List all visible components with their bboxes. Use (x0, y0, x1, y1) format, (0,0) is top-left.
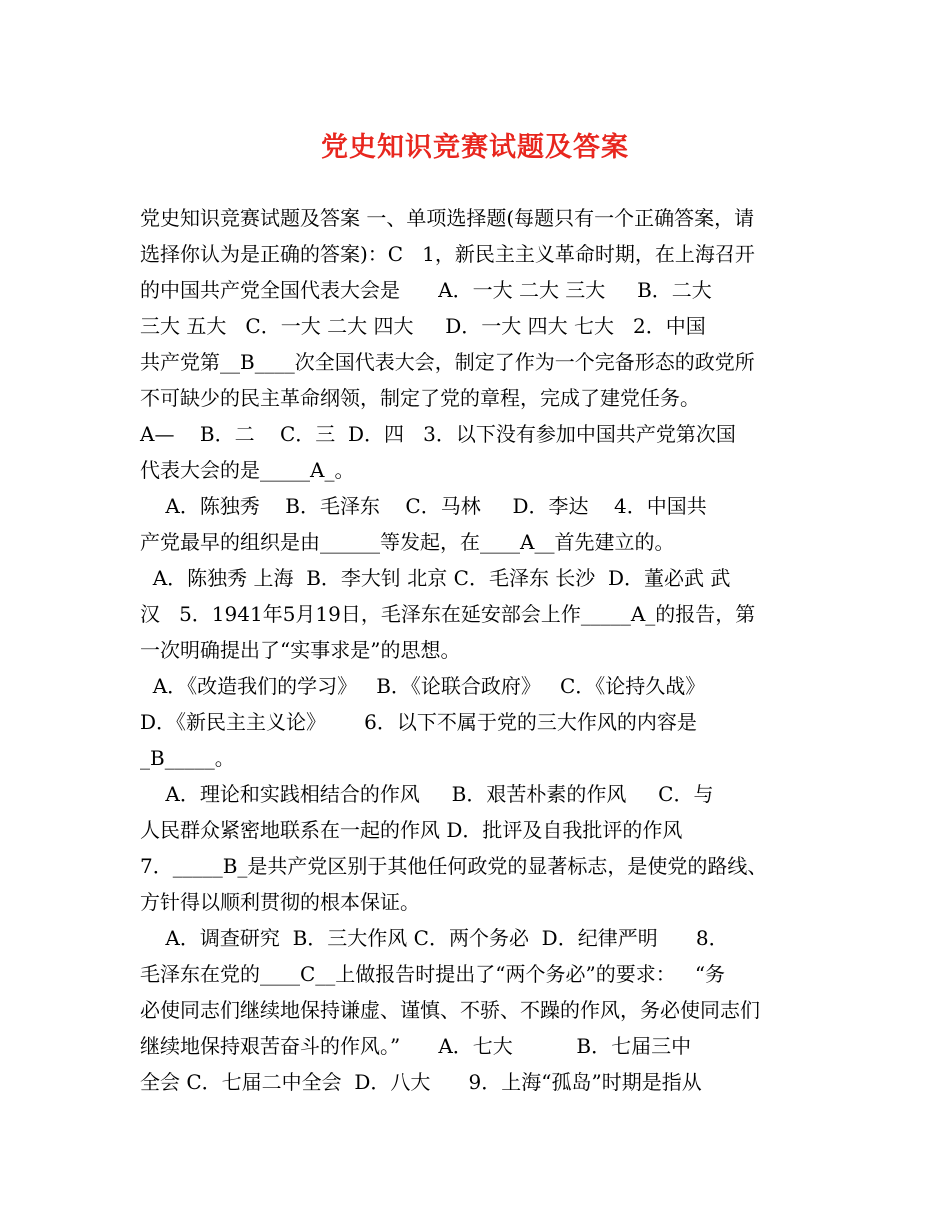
text-line: 一次明确提出了“实事求是”的思想。 (140, 638, 461, 662)
text-line: 的中国共产党全国代表大会是 A．一大 二大 三大 B．二大 (140, 278, 712, 302)
text-line: 必使同志们继续地保持谦虚、谨慎、不骄、不躁的作风，务必使同志们 (140, 998, 760, 1022)
document-title: 党史知识竞赛试题及答案 (321, 132, 629, 163)
text-line: 方针得以顺利贯彻的根本保证。 (140, 890, 420, 914)
text-line: 不可缺少的民主革命纲领，制定了党的章程，完成了建党任务。 (140, 386, 700, 410)
text-line: 汉 5．1941年5月19日，毛泽东在延安部会上作_____A_的报告，第 (140, 602, 756, 626)
text-line: A．陈独秀 B．毛泽东 C．马林 D．李达 4．中国共 (140, 494, 707, 518)
text-line: A— B．二 C．三 D．四 3．以下没有参加中国共产党第次国 (140, 422, 736, 446)
text-line: A．《改造我们的学习》 B．《论联合政府》 C．《论持久战》 (140, 674, 706, 698)
document-body (140, 200, 815, 1100)
text-line: _B_____。 (140, 746, 235, 770)
text-line: 毛泽东在党的____C__上做报告时提出了“两个务必”的要求： “务 (140, 962, 726, 986)
text-line: 党史知识竞赛试题及答案 一、单项选择题(每题只有一个正确答案，请 (140, 206, 755, 230)
text-line: 三大 五大 C．一大 二大 四大 D．一大 四大 七大 2．中国 (140, 314, 706, 338)
text-line: 继续地保持艰苦奋斗的作风。” A．七大 B．七届三中 (140, 1034, 692, 1058)
text-line: A．调查研究 B．三大作风 C．两个务必 D．纪律严明 8． (140, 926, 729, 950)
text-line: 人民群众紧密地联系在一起的作风 D．批评及自我批评的作风 (140, 818, 683, 842)
text-line: 共产党第__B____次全国代表大会，制定了作为一个完备形态的政党所 (140, 350, 755, 374)
text-line: 代表大会的是_____A_。 (140, 458, 355, 482)
text-line: A．理论和实践相结合的作风 B．艰苦朴素的作风 C．与 (140, 782, 714, 806)
text-line: D．《新民主主义论》 6．以下不属于党的三大作风的内容是 (140, 710, 697, 734)
text-line: 产党最早的组织是由______等发起，在____A__首先建立的。 (140, 530, 675, 554)
text-line: A．陈独秀 上海 B．李大钊 北京 C．毛泽东 长沙 D．董必武 武 (140, 566, 731, 590)
text-line: 选择你认为是正确的答案)：C 1，新民主主义革命时期，在上海召开 (140, 242, 755, 266)
text-line: 全会 C．七届二中全会 D．八大 9．上海“孤岛”时期是指从 (140, 1070, 702, 1094)
text-line: 7．_____B_是共产党区别于其他任何政党的显著标志，是使党的路线、 (140, 854, 768, 878)
